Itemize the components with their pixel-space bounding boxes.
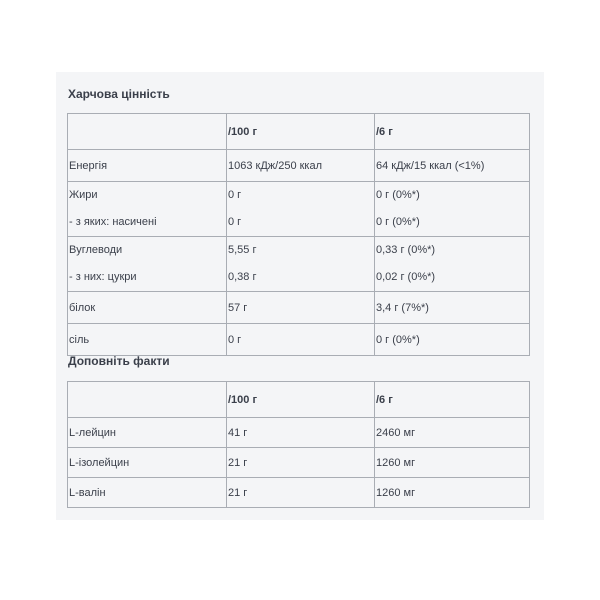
row-per100: 0 г: [227, 324, 375, 356]
table-row: [68, 150, 530, 182]
row-sub-per-serving: 0,02 г (0%*): [376, 271, 436, 283]
row-label-cell: [68, 182, 227, 237]
row-per-serving-cell: [375, 182, 530, 237]
table-row: [68, 182, 530, 237]
row-sub-per100: 0 г: [228, 216, 242, 228]
row-label: Жири: [69, 189, 98, 201]
header-per-serving: /6 г: [375, 114, 530, 150]
row-per-serving-cell: [375, 237, 530, 292]
table-row: [68, 478, 530, 508]
row-per-serving: 2460 мг: [375, 418, 530, 448]
row-per-serving: 1260 мг: [375, 478, 530, 508]
row-label: L-ізолейцин: [68, 448, 227, 478]
row-sub-per-serving: 0 г (0%*): [376, 216, 420, 228]
facts-heading: Доповніть факти: [68, 354, 170, 368]
table-row: [68, 292, 530, 324]
row-per-serving: 64 кДж/15 ккал (<1%): [375, 150, 530, 182]
row-label-cell: [68, 237, 227, 292]
header-label: [68, 382, 227, 418]
row-per100: 41 г: [227, 418, 375, 448]
row-per100-cell: [227, 182, 375, 237]
row-label: Вуглеводи: [69, 244, 123, 256]
row-per-serving: 3,4 г (7%*): [375, 292, 530, 324]
row-per-serving: 0,33 г (0%*): [376, 244, 436, 256]
row-label: Енергія: [68, 150, 227, 182]
row-per100: 21 г: [227, 448, 375, 478]
table-row: [68, 418, 530, 448]
row-sub-per100: 0,38 г: [228, 271, 257, 283]
facts-table: [67, 381, 530, 508]
row-label: білок: [68, 292, 227, 324]
row-per100: 0 г: [228, 189, 242, 201]
table-header-row: [68, 382, 530, 418]
row-per-serving: 0 г (0%*): [376, 189, 420, 201]
row-sub-label: - з яких: насичені: [69, 216, 157, 228]
row-sub-label: - з них: цукри: [69, 271, 137, 283]
table-row: [68, 324, 530, 356]
row-label: L-валін: [68, 478, 227, 508]
header-per-serving: /6 г: [375, 382, 530, 418]
row-per100-cell: [227, 237, 375, 292]
nutrition-heading: Харчова цінність: [68, 87, 170, 101]
table-row: [68, 237, 530, 292]
header-per100: /100 г: [227, 382, 375, 418]
table-row: [68, 448, 530, 478]
row-label: сіль: [68, 324, 227, 356]
header-per100: /100 г: [227, 114, 375, 150]
row-per-serving: 1260 мг: [375, 448, 530, 478]
row-per100: 21 г: [227, 478, 375, 508]
row-per100: 1063 кДж/250 ккал: [227, 150, 375, 182]
row-per100: 57 г: [227, 292, 375, 324]
table-header-row: [68, 114, 530, 150]
row-per100: 5,55 г: [228, 244, 257, 256]
nutrition-table: [67, 113, 530, 356]
row-per-serving: 0 г (0%*): [375, 324, 530, 356]
row-label: L-лейцин: [68, 418, 227, 448]
header-label: [68, 114, 227, 150]
